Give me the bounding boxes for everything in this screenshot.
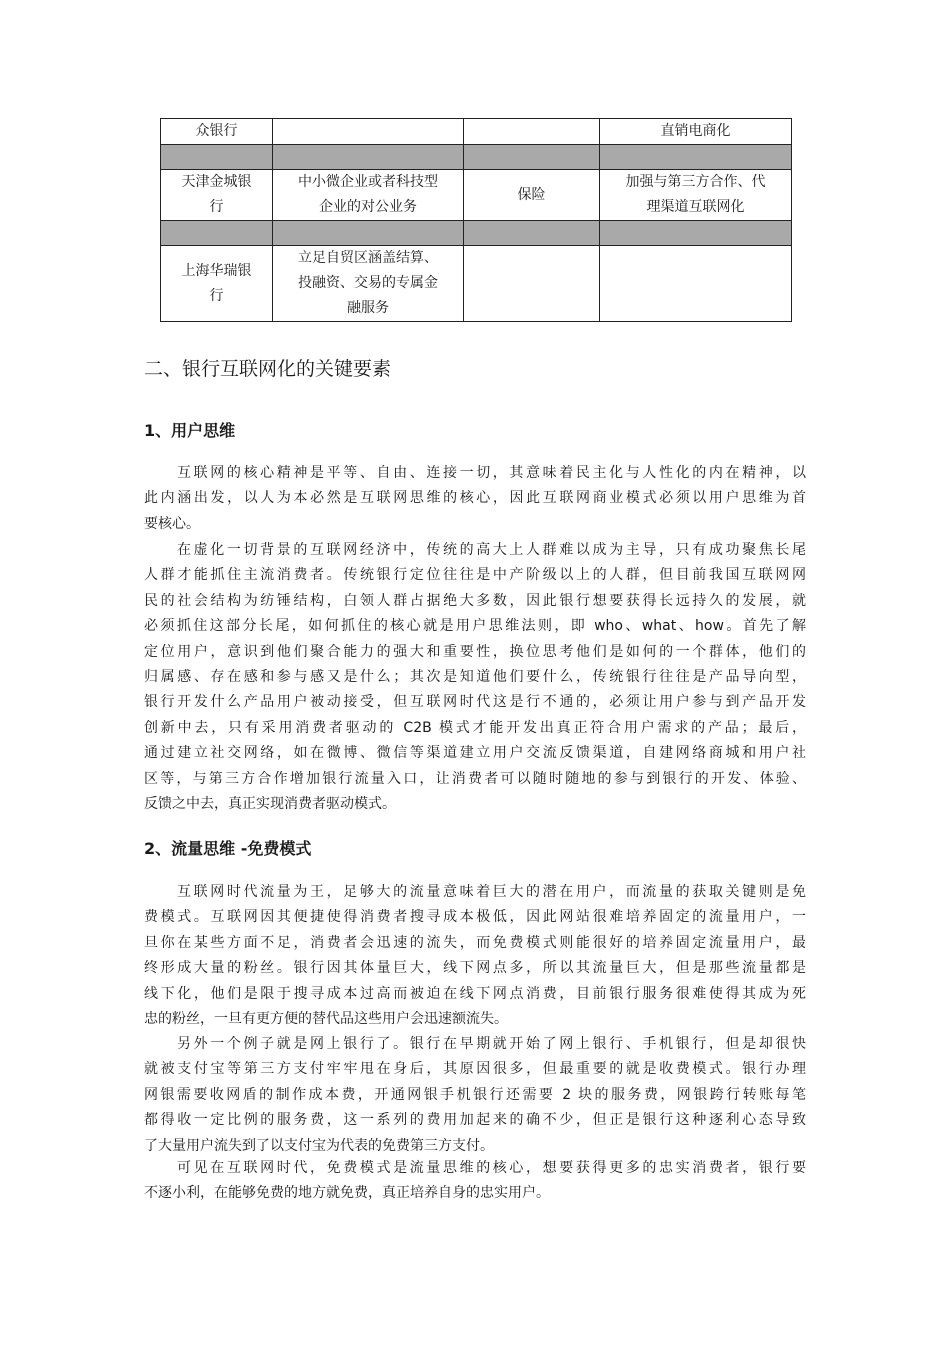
paragraph-line: 忠的粉丝，一旦有更方便的替代品这些用户会迅速额流失。 <box>144 1010 508 1027</box>
paragraph-line: 银行开发什么产品用户被动接受，但互联网时代这是行不通的，必须让用户参与到产品开发 <box>144 694 806 711</box>
table-cell <box>464 221 600 246</box>
paragraph-line: 不逐小利，在能够免费的地方就免费，真正培养自身的忠实用户。 <box>144 1185 550 1202</box>
subsection-heading-user-thinking: 1、用户思维 <box>144 421 236 440</box>
table-row <box>161 170 792 221</box>
table-cell <box>600 221 792 246</box>
table-cell <box>161 145 273 170</box>
paragraph-line: 终形成大量的粉丝。银行因其体量巨大，线下网点多，所以其流量巨大，但是那些流量都是 <box>144 960 806 977</box>
paragraph-line: 必须抓住这部分长尾，如何抓住的核心就是用户思维法则，即 who、what、how。首先了解 <box>144 618 806 635</box>
table-row-shaded <box>161 221 792 246</box>
paragraph <box>144 880 806 1032</box>
table-cell <box>464 145 600 170</box>
paragraph-line: 互联网时代流量为王，足够大的流量意味着巨大的潜在用户，而流量的获取关键则是免 <box>177 884 806 900</box>
table-cell <box>161 221 273 246</box>
paragraph-line: 民的社会结构为纺锤结构，白领人群占据绝大多数，因此银行想要获得长远持久的发展，就 <box>144 592 806 609</box>
table-cell <box>600 246 792 322</box>
paragraph-line: 旦你在某些方面不足，消费者会迅速的流失，而免费模式则能很好的培养固定流量用户，最 <box>144 934 806 951</box>
paragraph-line: 通过建立社交网络，如在微博、微信等渠道建立用户交流反馈渠道，自建网络商城和用户社 <box>144 745 806 762</box>
paragraph-line: 费模式。互联网因其便捷使得消费者搜寻成本极低，因此网站很难培养固定的流量用户，一 <box>144 909 806 926</box>
table-row <box>161 119 792 145</box>
table-cell <box>273 221 464 246</box>
paragraph-line: 另外一个例子就是网上银行了。银行在早期就开始了网上银行、手机银行，但是却很快 <box>177 1036 806 1052</box>
section-heading: 二、银行互联网化的关键要素 <box>144 358 392 380</box>
paragraph-line: 互联网的核心精神是平等、自由、连接一切，其意味着民主化与人性化的内在精神，以 <box>177 465 806 481</box>
paragraph-line: 都得收一定比例的服务费，这一系列的费用加起来的确不少，但正是银行这种逐利心态导致 <box>144 1112 806 1129</box>
table-cell: 中小微企业或者科技型 企业的对公业务 <box>273 170 464 221</box>
paragraph-line: 线下化，他们是限于搜寻成本过高而被迫在线下网点消费，目前银行服务很难使得其成为死 <box>144 985 806 1002</box>
table-cell: 立足自贸区涵盖结算、 投融资、交易的专属金 融服务 <box>273 246 464 322</box>
paragraph-line: 人群才能抓住主流消费者。传统银行定位往往是中产阶级以上的人群，但目前我国互联网网 <box>144 567 806 584</box>
table-cell: 众银行 <box>161 119 273 145</box>
paragraph-line: 了大量用户流失到了以支付宝为代表的免费第三方支付。 <box>144 1137 494 1154</box>
table-cell <box>464 246 600 322</box>
paragraph-line: 反馈之中去，真正实现消费者驱动模式。 <box>144 795 396 812</box>
paragraph-line: 要核心。 <box>144 515 200 532</box>
bank-comparison-table <box>160 118 792 322</box>
table-cell: 天津金城银 行 <box>161 170 273 221</box>
table-row <box>161 246 792 322</box>
table-cell: 直销电商化 <box>600 119 792 145</box>
paragraph <box>144 538 806 817</box>
table-cell <box>600 145 792 170</box>
paragraph-line: 创新中去，只有采用消费者驱动的 C2B 模式才能开发出真正符合用户需求的产品；最后， <box>144 719 806 736</box>
subsection-heading-traffic-thinking: 2、流量思维 -免费模式 <box>144 839 312 858</box>
table-cell: 保险 <box>464 170 600 221</box>
table-row-shaded <box>161 145 792 170</box>
paragraph-line: 此内涵出发，以人为本必然是互联网思维的核心，因此互联网商业模式必须以用户思维为首 <box>144 490 806 507</box>
paragraph-line: 网银需要收网盾的制作成本费，开通网银手机银行还需要 2 块的服务费，网银跨行转账每笔 <box>144 1086 806 1103</box>
table-cell <box>273 145 464 170</box>
paragraph-line: 就被支付宝等第三方支付牢牢甩在身后，其原因很多，但最重要的就是收费模式。银行办理 <box>144 1061 806 1078</box>
table-cell <box>273 119 464 145</box>
paragraph-line: 归属感、存在感和参与感又是什么；其次是知道他们要什么，传统银行往往是产品导向型， <box>144 668 806 685</box>
paragraph-line: 定位用户，意识到他们聚合能力的强大和重要性，换位思考他们是如何的一个群体，他们的 <box>144 643 806 660</box>
paragraph <box>144 1156 806 1207</box>
paragraph-line: 在虚化一切背景的互联网经济中，传统的高大上人群难以成为主导，只有成功聚焦长尾 <box>177 542 806 558</box>
table-cell: 加强与第三方合作、代 理渠道互联网化 <box>600 170 792 221</box>
table-cell <box>464 119 600 145</box>
table-cell: 上海华瑞银 行 <box>161 246 273 322</box>
paragraph-line: 区等，与第三方合作增加银行流量入口，让消费者可以随时随地的参与到银行的开发、体验、 <box>144 770 806 787</box>
paragraph <box>144 1032 806 1159</box>
paragraph <box>144 461 806 537</box>
paragraph-line: 可见在互联网时代，免费模式是流量思维的核心，想要获得更多的忠实消费者，银行要 <box>177 1160 806 1176</box>
